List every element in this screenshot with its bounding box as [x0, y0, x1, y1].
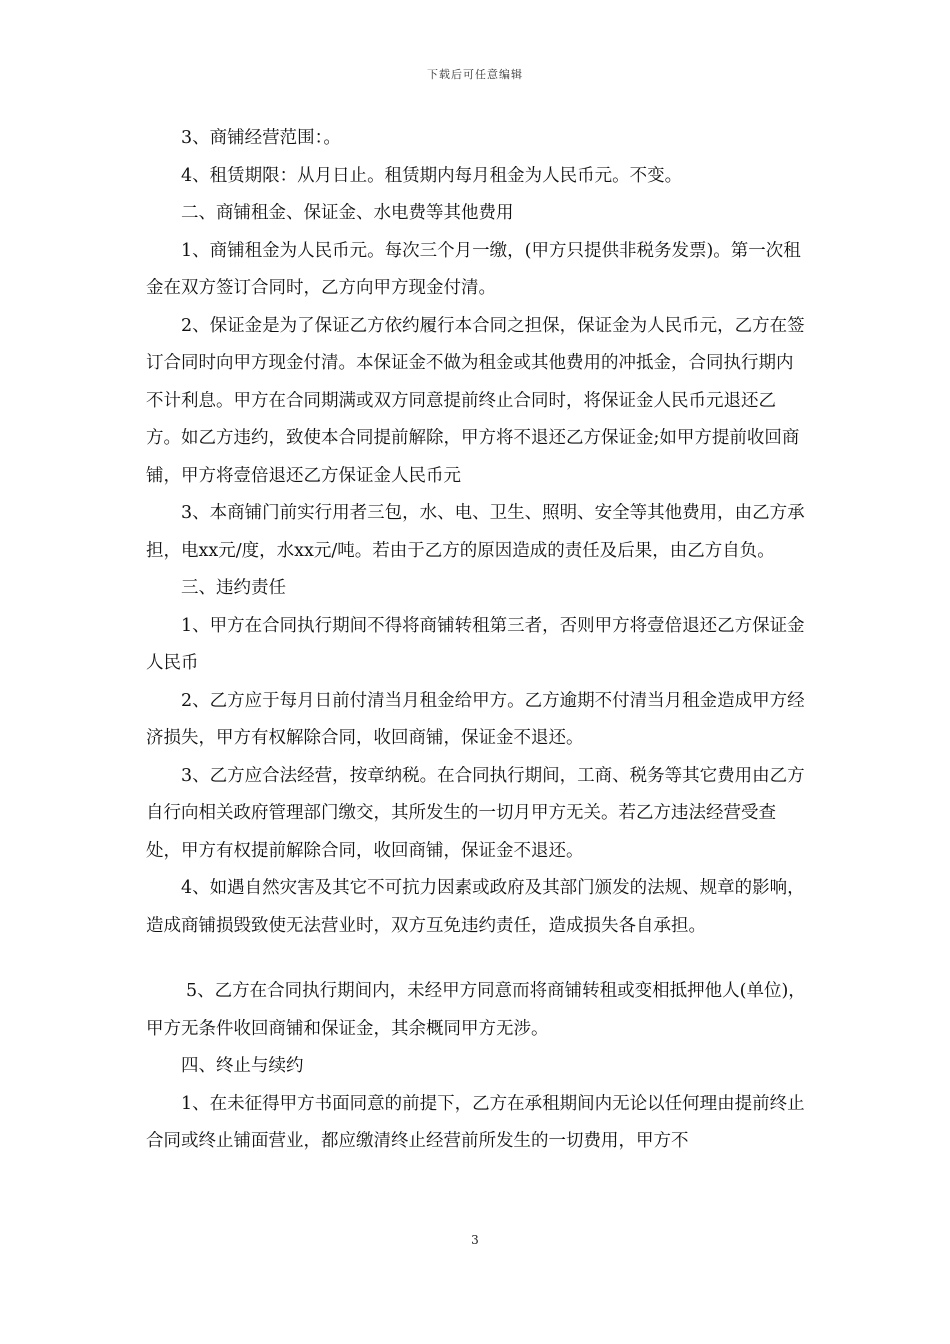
paragraph-unauthorized-sublet: 5、乙方在合同执行期间内，未经甲方同意而将商铺转租或变相抵押他人(单位)，甲方无条件收回商铺和保证金，其余概同甲方无涉。 [146, 981, 806, 1039]
paragraph-gap [146, 945, 806, 973]
paragraph-deposit: 2、保证金是为了保证乙方依约履行本合同之担保，保证金为人民币元，乙方在签订合同时向甲方现金付清。本保证金不做为租金或其他费用的冲抵金，合同执行期内不计利息。甲方在合同期满或双方同意提前终止合同时，将保证金人民币元退还乙方。如乙方违约，致使本合同提前解除，甲方将不退还乙方保证金;如甲方提前收回商铺，甲方将壹倍退还乙方保证金人民币元 [146, 315, 805, 486]
paragraph-scope: 3、商铺经营范围：。 [181, 128, 341, 148]
paragraph-force-majeure: 4、如遇自然灾害及其它不可抗力因素或政府及其部门颁发的法规、规章的影响，造成商铺损毁致使无法营业时，双方互免违约责任，造成损失各自承担。 [146, 878, 805, 936]
paragraph-lease-term: 4、租赁期限：从月日止。租赁期内每月租金为人民币元。不变。 [181, 165, 683, 186]
page-number: 3 [471, 1233, 479, 1247]
section-heading-fees: 二、商铺租金、保证金、水电费等其他费用 [181, 203, 514, 223]
paragraph-sublet: 1、甲方在合同执行期间不得将商铺转租第三者，否则甲方将壹倍退还乙方保证金人民币 [146, 615, 805, 673]
section-heading-termination: 四、终止与续约 [181, 1056, 304, 1076]
paragraph-utilities: 3、本商铺门前实行用者三包，水、电、卫生、照明、安全等其他费用，由乙方承担，电xx元/度，水xx元/吨。若由于乙方的原因造成的责任及后果，由乙方自负。 [146, 503, 805, 561]
paragraph-legal-operation: 3、乙方应合法经营，按章纳税。在合同执行期间，工商、税务等其它费用由乙方自行向相关政府管理部门缴交，其所发生的一切月甲方无关。若乙方违法经营受查处，甲方有权提前解除合同，收回商铺，保证金不退还。 [146, 765, 805, 861]
paragraph-rent: 1、商铺租金为人民币元。每次三个月一缴，(甲方只提供非税务发票)。第一次租金在双方签订合同时，乙方向甲方现金付清。 [146, 240, 801, 298]
paragraph-early-termination: 1、在未征得甲方书面同意的前提下，乙方在承租期间内无论以任何理由提前终止合同或终止铺面营业，都应缴清终止经营前所发生的一切费用，甲方不 [146, 1093, 805, 1151]
paragraph-payment: 2、乙方应于每月日前付清当月租金给甲方。乙方逾期不付清当月租金造成甲方经济损失，甲方有权解除合同，收回商铺，保证金不退还。 [146, 690, 805, 748]
section-heading-liability: 三、违约责任 [181, 578, 286, 598]
page-header: 下载后可任意编辑 [427, 68, 523, 81]
document-body [146, 120, 806, 1161]
